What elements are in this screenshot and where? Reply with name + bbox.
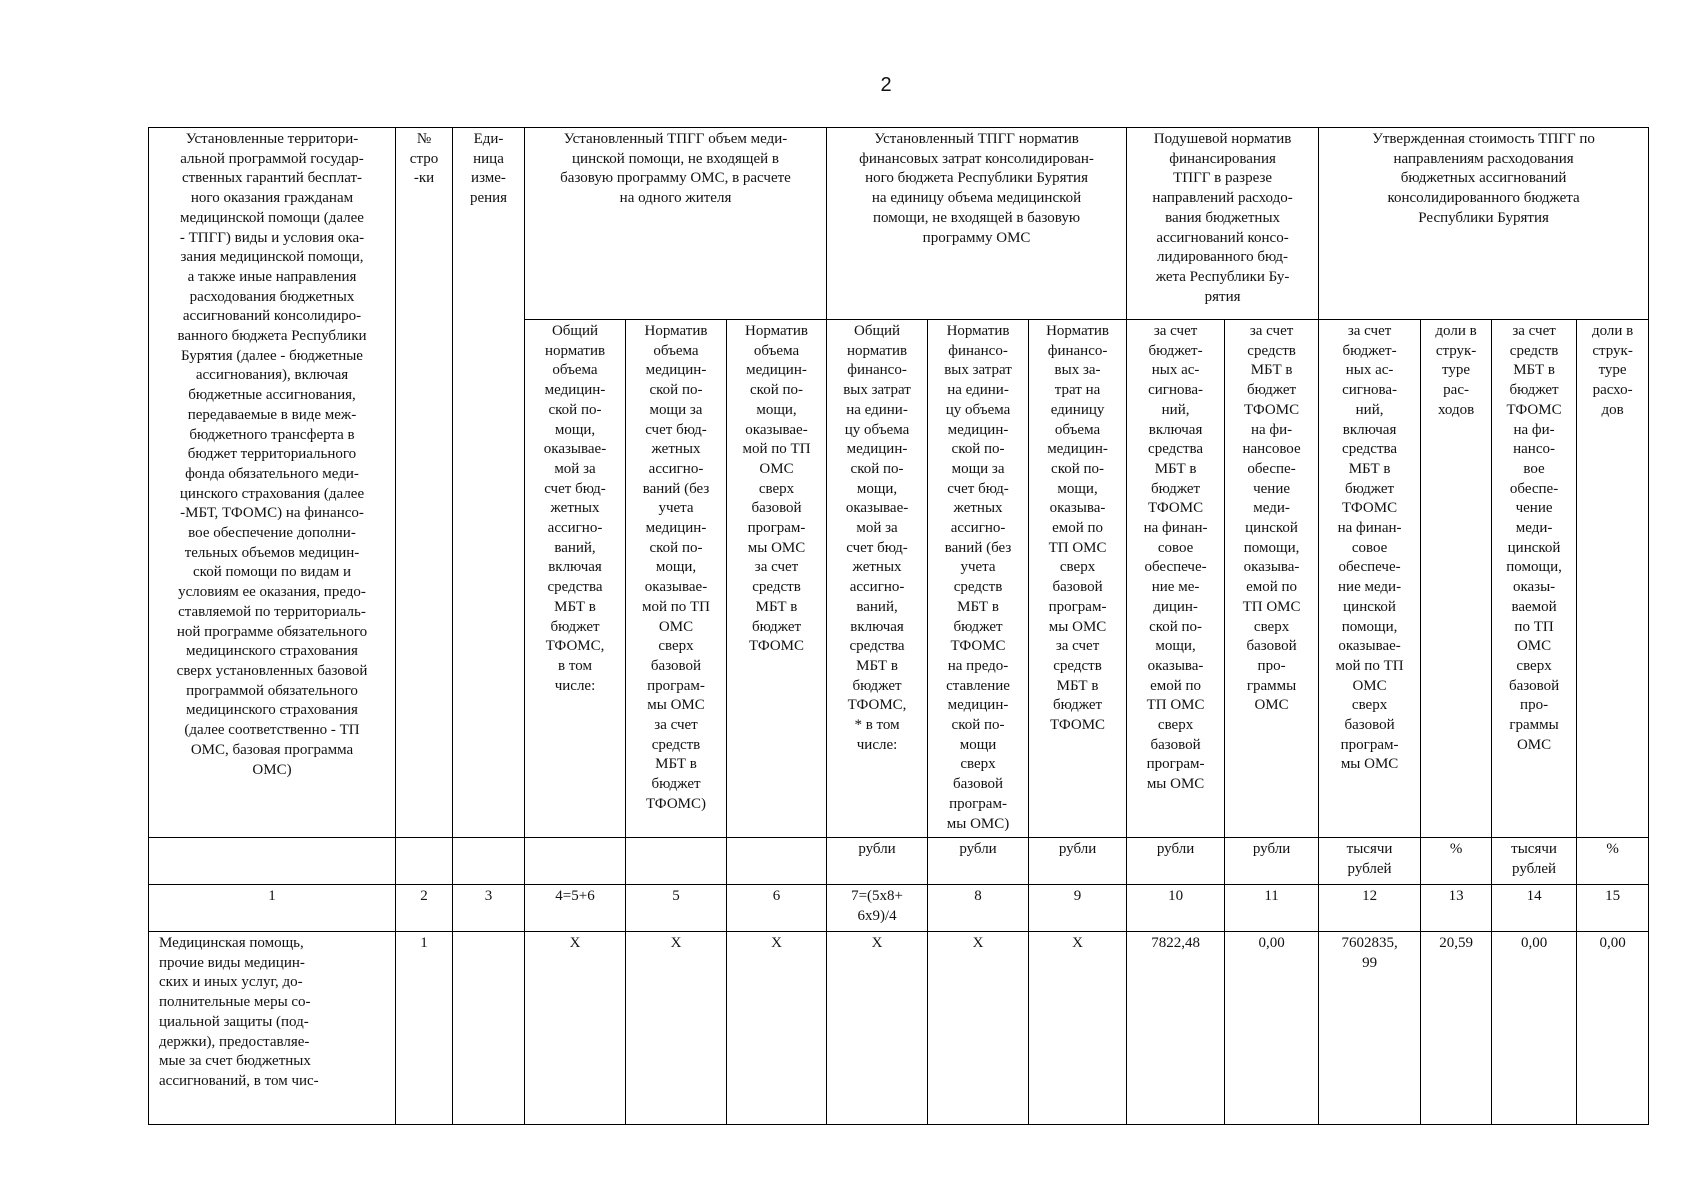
header-sub-12: за счет бюджет- ных ас- сигнова- ний, включая средства МБТ в бюджет ТФОМС на финан- совое обеспече- ние меди- цинской помощи, оказывае- мой по ТП ОМС сверх базовой програм- мы ОМС — [1319, 320, 1421, 838]
row-cell-14: 0,00 — [1492, 932, 1577, 1125]
unit-cell — [149, 838, 396, 885]
column-number: 11 — [1225, 885, 1319, 932]
column-number: 3 — [453, 885, 525, 932]
header-row-number: № стро -ки — [396, 128, 453, 838]
unit-cell: % — [1577, 838, 1649, 885]
column-number: 12 — [1319, 885, 1421, 932]
header-sub-6: Норматив объема медицин- ской по- мощи, оказывае- мой по ТП ОМС сверх базовой програм- мы ОМС за счет средств МБТ в бюджет ТФОМС — [727, 320, 827, 838]
row-number: 1 — [396, 932, 453, 1125]
unit-cell — [727, 838, 827, 885]
header-unit: Еди- ница изме- рения — [453, 128, 525, 838]
column-number: 7=(5х8+ 6х9)/4 — [827, 885, 928, 932]
column-number: 6 — [727, 885, 827, 932]
column-numbers-row — [149, 885, 1649, 932]
header-sub-15: доли в струк- туре расхо- дов — [1577, 320, 1649, 838]
row-cell-5: Х — [626, 932, 727, 1125]
header-sub-5: Норматив объема медицин- ской по- мощи за счет бюд- жетных ассигно- ваний (без учета медицин- ской по- мощи, оказывае- мой по ТП ОМС сверх базовой програм- мы ОМС за счет средств МБТ в бюджет ТФОМС) — [626, 320, 727, 838]
row-category: Медицинская помощь, прочие виды медицин- ских и иных услуг, до- полнительные меры со- циальной защиты (под- держки), предоставляе- мые за счет бюджетных ассигнований, в том чис- — [149, 932, 396, 1125]
units-row — [149, 838, 1649, 885]
column-number: 15 — [1577, 885, 1649, 932]
column-number: 1 — [149, 885, 396, 932]
column-number: 9 — [1029, 885, 1127, 932]
column-number: 10 — [1127, 885, 1225, 932]
row-cell-9: Х — [1029, 932, 1127, 1125]
row-cell-6: Х — [727, 932, 827, 1125]
table-row — [149, 932, 1649, 1125]
page-number: 2 — [880, 74, 892, 96]
header-row-1 — [149, 128, 1649, 320]
header-sub-9: Норматив финансо- вых за- трат на единицу объема медицин- ской по- мощи, оказыва- емой по ТП ОМС сверх базовой програм- мы ОМС за счет средств МБТ в бюджет ТФОМС — [1029, 320, 1127, 838]
header-group-cost-norm: Установленный ТПГГ норматив финансовых затрат консолидирован- ного бюджета Республики Бурятия на единицу объема медицинской помощи, не входящей в базовую программу ОМС — [827, 128, 1127, 320]
row-cell-13: 20,59 — [1421, 932, 1492, 1125]
column-number: 5 — [626, 885, 727, 932]
column-number: 2 — [396, 885, 453, 932]
unit-cell: рубли — [928, 838, 1029, 885]
header-sub-7: Общий норматив финансо- вых затрат на едини- цу объема медицин- ской по- мощи, оказывае- мой за счет бюд- жетных ассигно- ваний, включая средства МБТ в бюджет ТФОМС, * в том числе: — [827, 320, 928, 838]
column-number: 4=5+6 — [525, 885, 626, 932]
row-cell-10: 7822,48 — [1127, 932, 1225, 1125]
unit-cell: рубли — [1225, 838, 1319, 885]
row-cell-11: 0,00 — [1225, 932, 1319, 1125]
unit-cell — [453, 838, 525, 885]
column-number: 14 — [1492, 885, 1577, 932]
row-cell-15: 0,00 — [1577, 932, 1649, 1125]
unit-cell: рубли — [1029, 838, 1127, 885]
unit-cell: тысячи рублей — [1492, 838, 1577, 885]
header-sub-4: Общий норматив объема медицин- ской по- мощи, оказывае- мой за счет бюд- жетных ассигно- ваний, включая средства МБТ в бюджет ТФОМС, в том числе: — [525, 320, 626, 838]
row-cell-8: Х — [928, 932, 1029, 1125]
header-group-per-capita: Подушевой норматив финансирования ТПГГ в разрезе направлений расходо- вания бюджетных ассигнований консо- лидированного бюд- жета Республики Бу- рятия — [1127, 128, 1319, 320]
unit-cell — [525, 838, 626, 885]
unit-cell: % — [1421, 838, 1492, 885]
row-cell-7: Х — [827, 932, 928, 1125]
row-unit — [453, 932, 525, 1125]
financing-table — [148, 127, 1649, 1125]
header-group-volume: Установленный ТПГГ объем меди- цинской помощи, не входящей в базовую программу ОМС, в расчете на одного жителя — [525, 128, 827, 320]
unit-cell — [396, 838, 453, 885]
row-cell-4: Х — [525, 932, 626, 1125]
unit-cell: рубли — [1127, 838, 1225, 885]
unit-cell: тысячи рублей — [1319, 838, 1421, 885]
row-cell-12: 7602835, 99 — [1319, 932, 1421, 1125]
header-sub-11: за счет средств МБТ в бюджет ТФОМС на фи- нансовое обеспе- чение меди- цинской помощи, оказыва- емой по ТП ОМС сверх базовой про- граммы ОМС — [1225, 320, 1319, 838]
unit-cell: рубли — [827, 838, 928, 885]
header-sub-13: доли в струк- туре рас- ходов — [1421, 320, 1492, 838]
header-sub-8: Норматив финансо- вых затрат на едини- цу объема медицин- ской по- мощи за счет бюд- жетных ассигно- ваний (без учета средств МБТ в бюджет ТФОМС на предо- ставление медицин- ской по- мощи сверх базовой програм- мы ОМС) — [928, 320, 1029, 838]
unit-cell — [626, 838, 727, 885]
header-group-approved-cost: Утвержденная стоимость ТПГГ по направлениям расходования бюджетных ассигнований консолидированного бюджета Республики Бурятия — [1319, 128, 1649, 320]
header-category: Установленные территори- альной программой государ- ственных гарантий бесплат- ного оказания гражданам медицинской помощи (далее - ТПГГ) виды и условия ока- зания медицинской помощи, а также иные направления расходования бюджетных ассигнований консолидиро- ванного бюджета Республики Бурятия (далее - бюджетные ассигнования), включая бюджетные ассигнования, передаваемые в виде меж- бюджетного трансферта в бюджет территориального фонда обязательного меди- цинского страхования (далее -МБТ, ТФОМС) на финансо- вое обеспечение дополни- тельных объемов медицин- ской помощи по видам и условиям ее оказания, предо- ставляемой по территориаль- ной программе обязательного медицинского страхования сверх установленных базовой программой обязательного медицинского страхования (далее соответственно - ТП ОМС, базовая программа ОМС) — [149, 128, 396, 838]
header-sub-10: за счет бюджет- ных ас- сигнова- ний, включая средства МБТ в бюджет ТФОМС на финан- совое обеспече- ние ме- дицин- ской по- мощи, оказыва- емой по ТП ОМС сверх базовой програм- мы ОМС — [1127, 320, 1225, 838]
column-number: 8 — [928, 885, 1029, 932]
header-sub-14: за счет средств МБТ в бюджет ТФОМС на фи- нансо- вое обеспе- чение меди- цинской помощи, оказы- ваемой по ТП ОМС сверх базовой про- граммы ОМС — [1492, 320, 1577, 838]
column-number: 13 — [1421, 885, 1492, 932]
